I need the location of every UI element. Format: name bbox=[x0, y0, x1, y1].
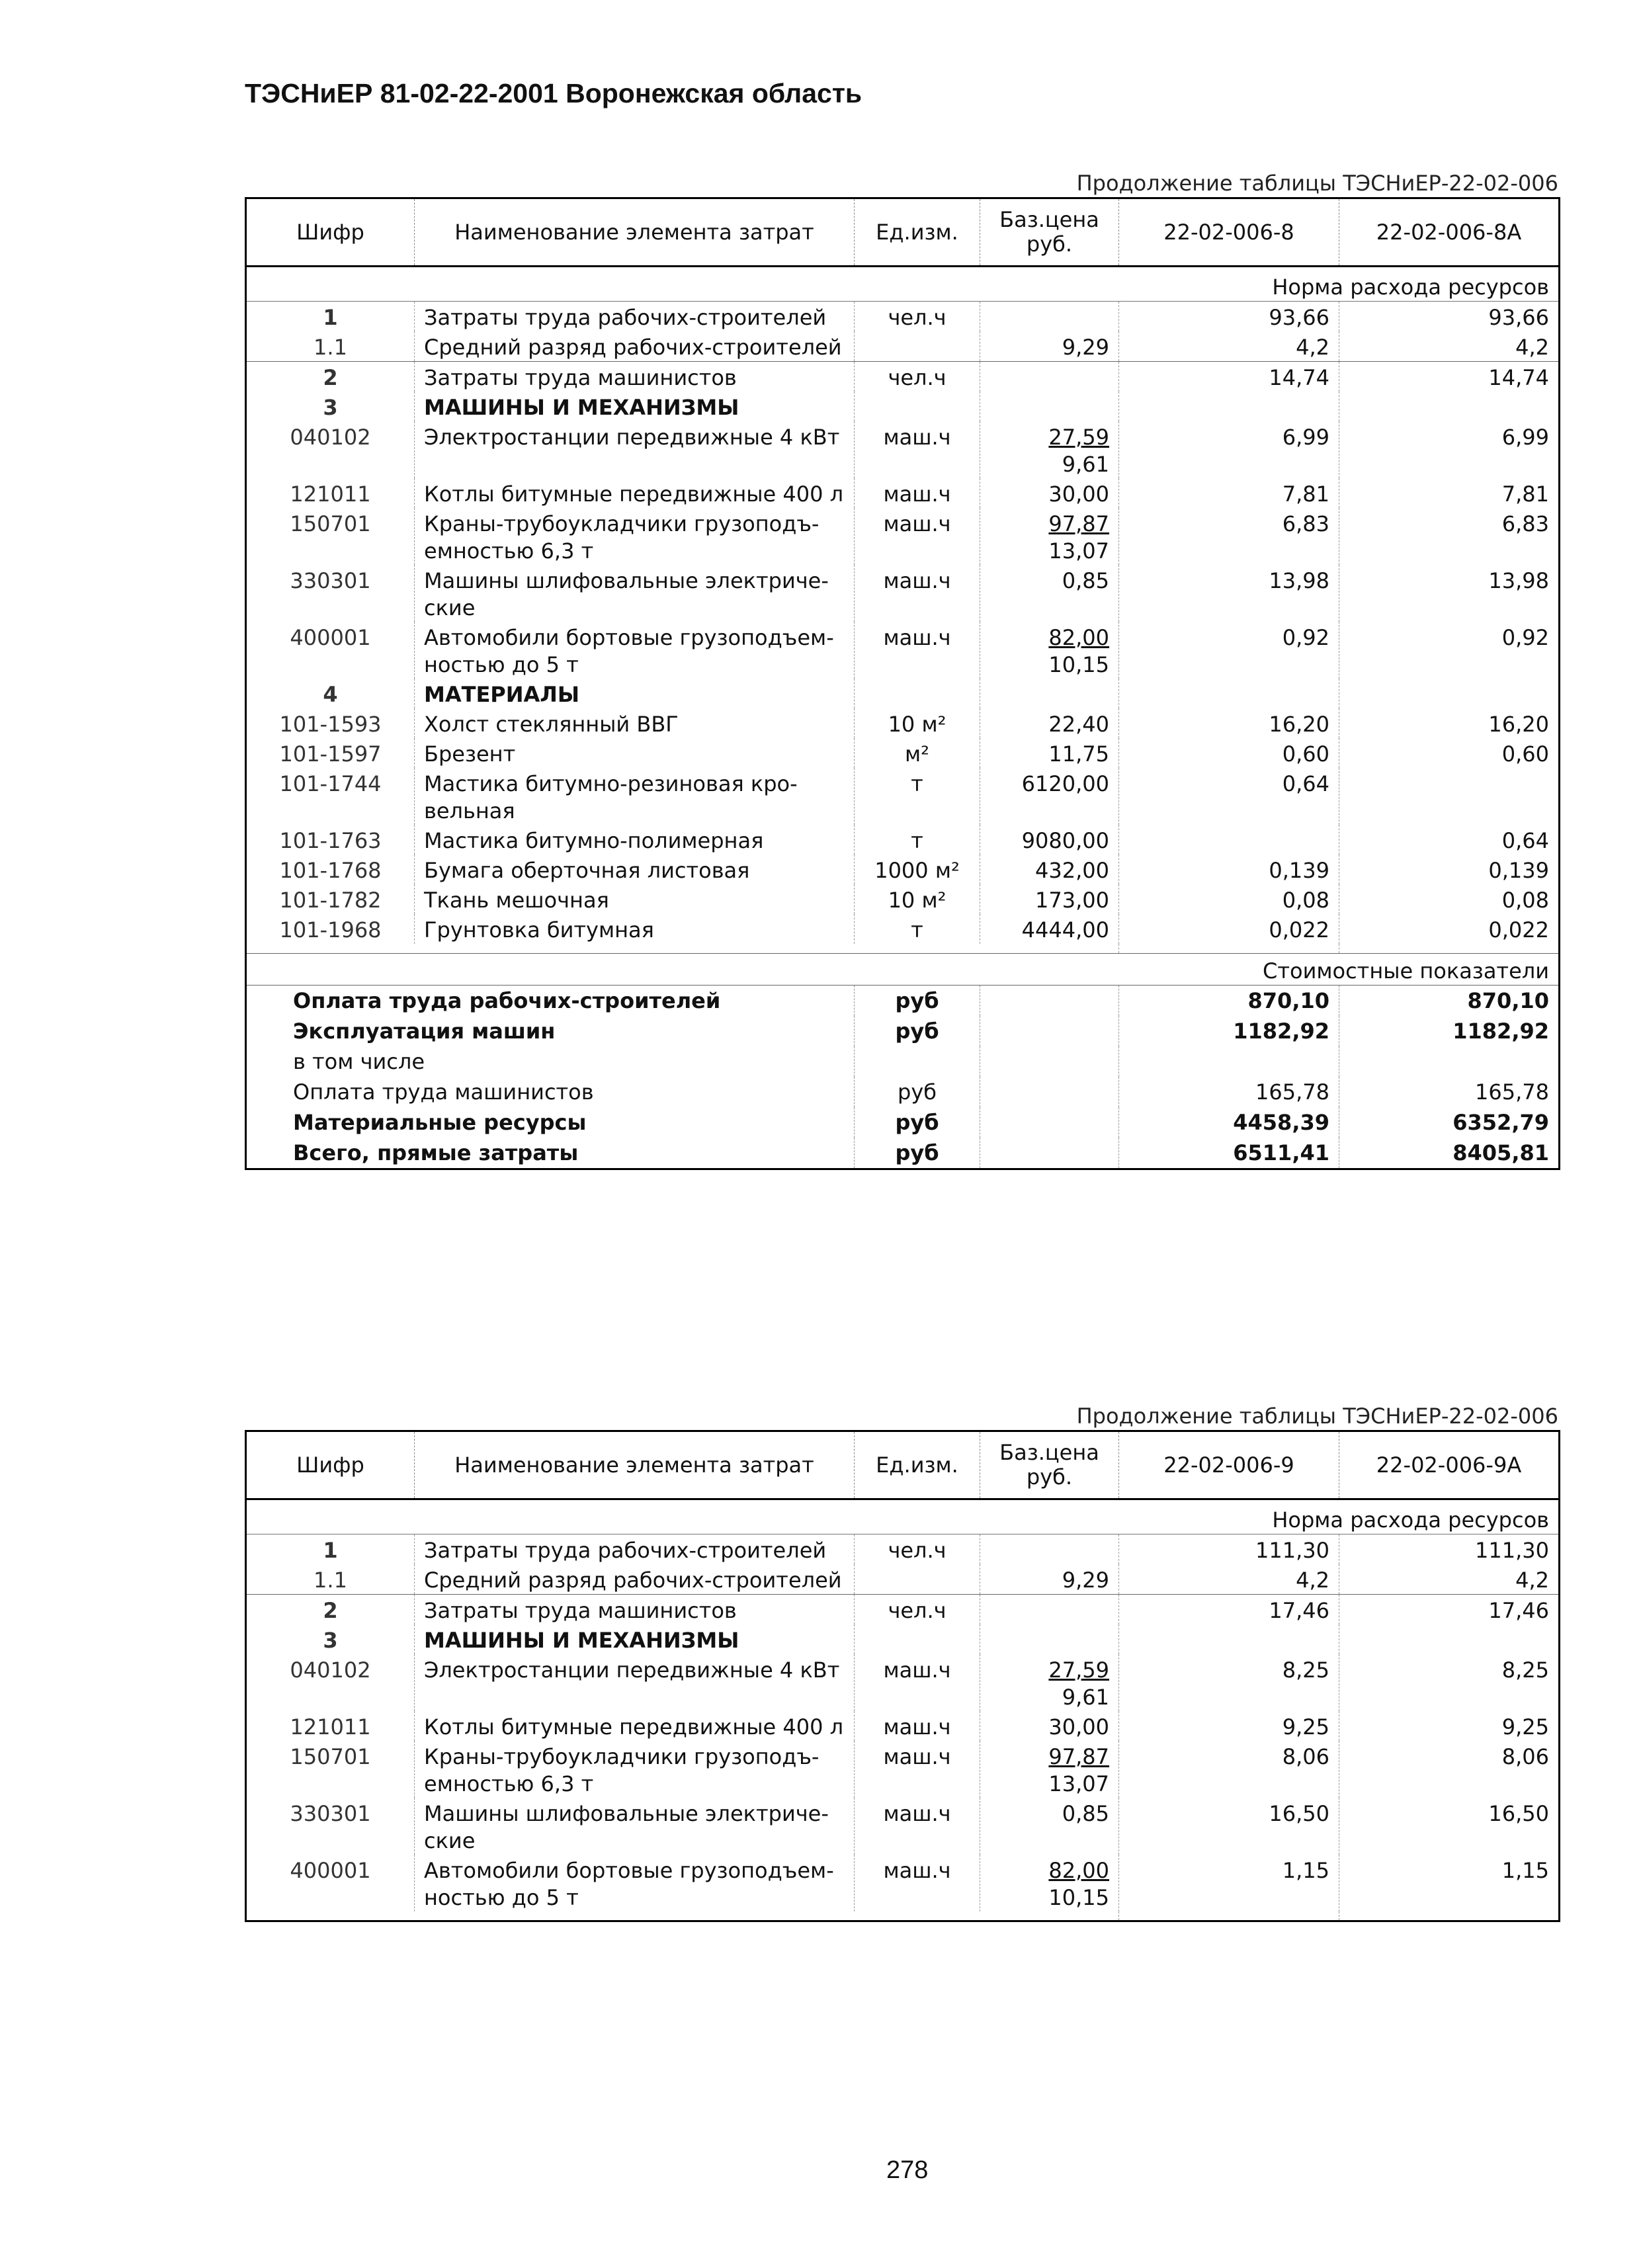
cell-name: Машины шлифовальные электриче-ские bbox=[415, 1798, 855, 1855]
cost-value-2: 870,10 bbox=[1467, 987, 1549, 1013]
cell-norm-1: 9,25 bbox=[1119, 1711, 1339, 1741]
table-row bbox=[246, 738, 1560, 768]
base-price-value: 11,75 bbox=[1048, 741, 1109, 767]
cell-code: 101-1768 bbox=[246, 855, 415, 884]
table-row bbox=[246, 478, 1560, 508]
cell-unit: чел.ч bbox=[855, 1595, 980, 1625]
col-header-name: Наименование элемента затрат bbox=[415, 1431, 855, 1499]
table-row bbox=[246, 679, 1560, 708]
base-price-value: 9,29 bbox=[1062, 335, 1109, 360]
cell-base-price bbox=[980, 622, 1119, 679]
cell-norm-2: 4,2 bbox=[1515, 335, 1549, 360]
col-header-base-price: Баз.цена руб. bbox=[980, 198, 1119, 267]
cell-norm-1: 111,30 bbox=[1119, 1534, 1339, 1565]
cost-unit: руб bbox=[855, 1077, 980, 1107]
cell-code: 400001 bbox=[246, 622, 415, 679]
resource-table-2 bbox=[245, 1430, 1560, 1922]
base-price-value: 27,59 bbox=[1048, 1658, 1109, 1683]
table-row bbox=[246, 331, 1560, 362]
cell-norm-1: 13,98 bbox=[1119, 565, 1339, 622]
page-number: 278 bbox=[886, 2156, 929, 2184]
cell-code: 2 bbox=[246, 1595, 415, 1625]
cost-empty bbox=[980, 1077, 1119, 1107]
cost-row bbox=[246, 1046, 1560, 1077]
col-header-name: Наименование элемента затрат bbox=[415, 198, 855, 267]
base-price-value: 30,00 bbox=[1048, 482, 1109, 507]
cell-code: 1 bbox=[246, 302, 415, 332]
cost-value-1: 165,78 bbox=[1119, 1077, 1339, 1107]
base-price-value: 30,00 bbox=[1048, 1714, 1109, 1740]
cell-unit: т bbox=[855, 825, 980, 855]
cost-value-1: 1182,92 bbox=[1119, 1016, 1339, 1046]
table-row bbox=[246, 1654, 1560, 1711]
cell-norm-2: 0,022 bbox=[1488, 917, 1549, 943]
cell-norm-1: 0,08 bbox=[1119, 884, 1339, 914]
cell-norm-2: 17,46 bbox=[1339, 1595, 1560, 1625]
cell-base-price bbox=[980, 508, 1119, 565]
cell-name: Котлы битумные передвижные 400 л bbox=[415, 478, 855, 508]
cell-name: Электростанции передвижные 4 кВт bbox=[415, 1654, 855, 1711]
cell-norm-1: 93,66 bbox=[1119, 302, 1339, 332]
base-price-value: 0,85 bbox=[1062, 1801, 1109, 1826]
cell-unit: маш.ч bbox=[855, 1855, 980, 1911]
cell-name: Затраты труда машинистов bbox=[415, 1595, 855, 1625]
table-row bbox=[246, 1711, 1560, 1741]
cell-name: Средний разряд рабочих-строителей bbox=[415, 331, 855, 362]
cell-code: 330301 bbox=[246, 565, 415, 622]
cell-norm-2 bbox=[1339, 392, 1560, 421]
cell-norm-2: 93,66 bbox=[1488, 305, 1549, 330]
cell-name: Средний разряд рабочих-строителей bbox=[415, 1564, 855, 1595]
table-row bbox=[246, 392, 1560, 421]
cell-unit bbox=[855, 1564, 980, 1595]
cell-code: 121011 bbox=[246, 478, 415, 508]
spacer-cell bbox=[1339, 944, 1560, 953]
cell-norm-2: 8,06 bbox=[1501, 1744, 1549, 1769]
cell-norm-1: 17,46 bbox=[1119, 1595, 1339, 1625]
table-row bbox=[246, 708, 1560, 738]
cell-norm-2: 111,30 bbox=[1475, 1538, 1549, 1563]
cell-name: Затраты труда машинистов bbox=[415, 362, 855, 392]
cell-unit: маш.ч bbox=[855, 1711, 980, 1741]
cell-norm-2: 0,92 bbox=[1501, 625, 1549, 650]
cell-norm-2: 0,139 bbox=[1488, 858, 1549, 883]
cost-value-1: 870,10 bbox=[1119, 985, 1339, 1016]
cell-name: Мастика битумно-резиновая кро-вельная bbox=[415, 768, 855, 825]
cell-base-price bbox=[980, 1564, 1119, 1595]
cell-base-price bbox=[980, 738, 1119, 768]
cost-name: Оплата труда рабочих-строителей bbox=[246, 985, 855, 1016]
cost-name: Оплата труда машинистов bbox=[246, 1077, 855, 1107]
cell-base-price bbox=[980, 1624, 1119, 1654]
cell-unit: т bbox=[855, 768, 980, 825]
cost-empty bbox=[980, 985, 1119, 1016]
cell-norm-1 bbox=[1119, 679, 1339, 708]
cost-value-2: 6352,79 bbox=[1452, 1109, 1549, 1135]
cell-norm-1: 6,83 bbox=[1119, 508, 1339, 565]
cell-norm-2 bbox=[1339, 768, 1560, 825]
cell-unit bbox=[855, 679, 980, 708]
cost-unit: руб bbox=[855, 1138, 980, 1169]
cell-norm-2: 14,74 bbox=[1339, 362, 1560, 392]
cell-norm-2: 0,60 bbox=[1501, 741, 1549, 767]
spacer-cell bbox=[246, 1911, 1119, 1921]
base-price-secondary: 13,07 bbox=[1048, 538, 1109, 564]
cost-row bbox=[246, 1016, 1560, 1046]
col-header-norm-2: 22-02-006-9А bbox=[1339, 1431, 1560, 1499]
cell-base-price bbox=[980, 1534, 1119, 1565]
cell-code: 400001 bbox=[246, 1855, 415, 1911]
base-price-secondary: 9,61 bbox=[1062, 452, 1109, 477]
cell-code: 150701 bbox=[246, 1741, 415, 1798]
cell-norm-2 bbox=[1339, 1624, 1560, 1654]
cell-norm-2: 1,15 bbox=[1501, 1858, 1549, 1883]
cell-code: 150701 bbox=[246, 508, 415, 565]
cell-norm-1: 8,25 bbox=[1119, 1654, 1339, 1711]
spacer-cell bbox=[1119, 944, 1339, 953]
document-title: ТЭСНиЕР 81-02-22-2001 Воронежская область bbox=[245, 78, 863, 108]
base-price-value: 97,87 bbox=[1048, 1744, 1109, 1769]
cell-name: Затраты труда рабочих-строителей bbox=[415, 1534, 855, 1565]
cell-base-price bbox=[980, 565, 1119, 622]
cell-norm-1: 14,74 bbox=[1119, 362, 1339, 392]
cell-unit: маш.ч bbox=[855, 565, 980, 622]
cell-base-price bbox=[980, 914, 1119, 944]
cell-unit: маш.ч bbox=[855, 508, 980, 565]
cell-name: Мастика битумно-полимерная bbox=[415, 825, 855, 855]
cell-unit: 10 м² bbox=[855, 884, 980, 914]
cell-unit: маш.ч bbox=[855, 1798, 980, 1855]
table-row bbox=[246, 884, 1560, 914]
cell-name: Холст стеклянный ВВГ bbox=[415, 708, 855, 738]
cell-unit: 1000 м² bbox=[855, 855, 980, 884]
cost-value-1 bbox=[1119, 1046, 1339, 1077]
cell-unit bbox=[855, 331, 980, 362]
table1-caption: Продолжение таблицы ТЭСНиЕР-22-02-006 bbox=[1076, 171, 1558, 196]
cell-norm-2: 6,99 bbox=[1501, 425, 1549, 450]
cost-label: Стоимостные показатели bbox=[1119, 953, 1560, 985]
cell-code: 3 bbox=[246, 1624, 415, 1654]
cell-name: Краны-трубоукладчики грузоподъ-емностью 6,3 т bbox=[415, 1741, 855, 1798]
cell-name: Электростанции передвижные 4 кВт bbox=[415, 421, 855, 478]
table-row bbox=[246, 1624, 1560, 1654]
cost-value-2 bbox=[1339, 1046, 1560, 1077]
cell-norm-1 bbox=[1119, 1624, 1339, 1654]
cell-base-price bbox=[980, 392, 1119, 421]
col-header-code: Шифр bbox=[246, 198, 415, 267]
cost-value-2: 8405,81 bbox=[1452, 1140, 1549, 1165]
base-price-value: 4444,00 bbox=[1021, 917, 1109, 943]
cell-code: 101-1763 bbox=[246, 825, 415, 855]
cell-norm-1: 16,20 bbox=[1119, 708, 1339, 738]
cell-name: Грунтовка битумная bbox=[415, 914, 855, 944]
cell-norm-2: 0,64 bbox=[1501, 828, 1549, 853]
cost-row bbox=[246, 1107, 1560, 1138]
cell-name: Машины шлифовальные электриче-ские bbox=[415, 565, 855, 622]
cell-norm-2 bbox=[1339, 679, 1560, 708]
cost-empty bbox=[980, 1138, 1119, 1169]
cell-code: 1.1 bbox=[246, 1564, 415, 1595]
cell-code: 101-1968 bbox=[246, 914, 415, 944]
cell-norm-2: 16,50 bbox=[1488, 1801, 1549, 1826]
table-row bbox=[246, 825, 1560, 855]
cell-base-price bbox=[980, 855, 1119, 884]
cell-unit: чел.ч bbox=[855, 1534, 980, 1565]
table-row bbox=[246, 1595, 1560, 1625]
cell-code: 4 bbox=[246, 679, 415, 708]
cell-unit: маш.ч bbox=[855, 421, 980, 478]
cell-norm-1: 16,50 bbox=[1119, 1798, 1339, 1855]
base-price-secondary: 10,15 bbox=[1048, 652, 1109, 677]
cell-base-price bbox=[980, 1798, 1119, 1855]
row-spacer bbox=[246, 944, 1560, 953]
cost-value-2: 1182,92 bbox=[1452, 1018, 1549, 1044]
cell-name: Затраты труда рабочих-строителей bbox=[415, 302, 855, 332]
cost-empty bbox=[980, 1107, 1119, 1138]
cell-name: Котлы битумные передвижные 400 л bbox=[415, 1711, 855, 1741]
base-price-value: 22,40 bbox=[1048, 712, 1109, 737]
cell-unit: т bbox=[855, 914, 980, 944]
cell-name: Брезент bbox=[415, 738, 855, 768]
table-row bbox=[246, 565, 1560, 622]
cell-base-price bbox=[980, 1741, 1119, 1798]
cell-code: 101-1782 bbox=[246, 884, 415, 914]
cell-base-price bbox=[980, 1595, 1119, 1625]
cell-norm-1 bbox=[1119, 392, 1339, 421]
cost-unit bbox=[855, 1046, 980, 1077]
cost-unit: руб bbox=[855, 985, 980, 1016]
col-header-norm-2: 22-02-006-8А bbox=[1339, 198, 1560, 267]
cost-empty bbox=[980, 1046, 1119, 1077]
cell-norm-2: 9,25 bbox=[1501, 1714, 1549, 1740]
cell-base-price bbox=[980, 331, 1119, 362]
cell-base-price bbox=[980, 421, 1119, 478]
cell-norm-1 bbox=[1119, 825, 1339, 855]
col-header-unit: Ед.изм. bbox=[855, 1431, 980, 1499]
cell-unit: маш.ч bbox=[855, 1741, 980, 1798]
cost-unit: руб bbox=[855, 1107, 980, 1138]
col-header-norm-1: 22-02-006-8 bbox=[1119, 198, 1339, 267]
cell-base-price bbox=[980, 708, 1119, 738]
cell-code: 1.1 bbox=[246, 331, 415, 362]
col-header-base-price: Баз.цена руб. bbox=[980, 1431, 1119, 1499]
table-row bbox=[246, 622, 1560, 679]
cell-unit bbox=[855, 1624, 980, 1654]
cell-unit: маш.ч bbox=[855, 478, 980, 508]
cell-norm-1: 4,2 bbox=[1119, 331, 1339, 362]
cell-name: Автомобили бортовые грузоподъем-ностью до 5 т bbox=[415, 622, 855, 679]
table2-caption: Продолжение таблицы ТЭСНиЕР-22-02-006 bbox=[1076, 1404, 1558, 1429]
cell-base-price bbox=[980, 1654, 1119, 1711]
cell-name: Автомобили бортовые грузоподъем-ностью до 5 т bbox=[415, 1855, 855, 1911]
cost-unit: руб bbox=[855, 1016, 980, 1046]
cell-name: МАТЕРИАЛЫ bbox=[415, 679, 855, 708]
base-price-value: 82,00 bbox=[1048, 625, 1109, 650]
base-price-value: 82,00 bbox=[1048, 1858, 1109, 1883]
base-price-secondary: 9,61 bbox=[1062, 1685, 1109, 1710]
cell-base-price bbox=[980, 884, 1119, 914]
cell-base-price bbox=[980, 302, 1119, 332]
cell-norm-1: 0,022 bbox=[1119, 914, 1339, 944]
table-row bbox=[246, 1534, 1560, 1565]
cost-name: Эксплуатация машин bbox=[246, 1016, 855, 1046]
cell-norm-2: 8,25 bbox=[1501, 1658, 1549, 1683]
table-row bbox=[246, 855, 1560, 884]
base-price-value: 27,59 bbox=[1048, 425, 1109, 450]
cell-norm-1: 0,139 bbox=[1119, 855, 1339, 884]
cell-base-price bbox=[980, 825, 1119, 855]
table-row bbox=[246, 302, 1560, 332]
cost-row bbox=[246, 1138, 1560, 1169]
resource-table-1 bbox=[245, 197, 1560, 1170]
base-price-value: 97,87 bbox=[1048, 511, 1109, 536]
cell-name: Краны-трубоукладчики грузоподъ-емностью 6,3 т bbox=[415, 508, 855, 565]
col-header-unit: Ед.изм. bbox=[855, 198, 980, 267]
cell-norm-1: 8,06 bbox=[1119, 1741, 1339, 1798]
cell-name: МАШИНЫ И МЕХАНИЗМЫ bbox=[415, 1624, 855, 1654]
cell-base-price bbox=[980, 679, 1119, 708]
cell-base-price bbox=[980, 768, 1119, 825]
cell-norm-2: 16,20 bbox=[1488, 712, 1549, 737]
cell-name: МАШИНЫ И МЕХАНИЗМЫ bbox=[415, 392, 855, 421]
cell-unit: чел.ч bbox=[855, 302, 980, 332]
cell-norm-2: 13,98 bbox=[1488, 568, 1549, 593]
cell-norm-1: 6,99 bbox=[1119, 421, 1339, 478]
cell-base-price bbox=[980, 478, 1119, 508]
spacer-cell bbox=[1119, 1911, 1339, 1921]
cell-code: 121011 bbox=[246, 1711, 415, 1741]
base-price-value: 9,29 bbox=[1062, 1568, 1109, 1593]
cell-unit: 10 м² bbox=[855, 708, 980, 738]
table-row bbox=[246, 508, 1560, 565]
cell-norm-2: 6,83 bbox=[1501, 511, 1549, 536]
cell-unit bbox=[855, 392, 980, 421]
cell-norm-1: 0,60 bbox=[1119, 738, 1339, 768]
cell-unit: маш.ч bbox=[855, 1654, 980, 1711]
cost-row bbox=[246, 985, 1560, 1016]
cell-norm-2: 7,81 bbox=[1501, 482, 1549, 507]
cell-code: 101-1593 bbox=[246, 708, 415, 738]
cell-unit: чел.ч bbox=[855, 362, 980, 392]
cell-base-price bbox=[980, 1711, 1119, 1741]
cell-norm-1: 7,81 bbox=[1119, 478, 1339, 508]
table-row bbox=[246, 1741, 1560, 1798]
spacer-cell bbox=[246, 944, 1119, 953]
cell-base-price bbox=[980, 362, 1119, 392]
table-row bbox=[246, 362, 1560, 392]
spacer-cell bbox=[1339, 1911, 1560, 1921]
base-price-value: 9080,00 bbox=[1021, 828, 1109, 853]
cost-name: Материальные ресурсы bbox=[246, 1107, 855, 1138]
cost-empty bbox=[980, 1016, 1119, 1046]
table-row bbox=[246, 768, 1560, 825]
cell-unit: маш.ч bbox=[855, 622, 980, 679]
norm-label: Норма расхода ресурсов bbox=[1119, 1499, 1560, 1534]
cell-norm-1: 0,92 bbox=[1119, 622, 1339, 679]
cost-value-1: 6511,41 bbox=[1119, 1138, 1339, 1169]
table-row bbox=[246, 421, 1560, 478]
cost-value-1: 4458,39 bbox=[1119, 1107, 1339, 1138]
base-price-value: 432,00 bbox=[1035, 858, 1109, 883]
cell-code: 101-1744 bbox=[246, 768, 415, 825]
base-price-value: 173,00 bbox=[1035, 888, 1109, 913]
cost-name: Всего, прямые затраты bbox=[246, 1138, 855, 1169]
cell-unit: м² bbox=[855, 738, 980, 768]
col-header-norm-1: 22-02-006-9 bbox=[1119, 1431, 1339, 1499]
cost-value-2: 165,78 bbox=[1475, 1079, 1549, 1105]
cell-code: 3 bbox=[246, 392, 415, 421]
cost-row bbox=[246, 1077, 1560, 1107]
col-header-code: Шифр bbox=[246, 1431, 415, 1499]
cell-code: 040102 bbox=[246, 421, 415, 478]
cost-name: в том числе bbox=[246, 1046, 855, 1077]
cell-name: Бумага оберточная листовая bbox=[415, 855, 855, 884]
cell-code: 2 bbox=[246, 362, 415, 392]
cell-norm-1: 0,64 bbox=[1119, 768, 1339, 825]
table-row bbox=[246, 1564, 1560, 1595]
cell-norm-2: 0,08 bbox=[1501, 888, 1549, 913]
cell-name: Ткань мешочная bbox=[415, 884, 855, 914]
base-price-value: 6120,00 bbox=[1021, 771, 1109, 796]
base-price-value: 0,85 bbox=[1062, 568, 1109, 593]
base-price-secondary: 13,07 bbox=[1048, 1771, 1109, 1796]
cell-base-price bbox=[980, 1855, 1119, 1911]
base-price-secondary: 10,15 bbox=[1048, 1885, 1109, 1910]
row-spacer bbox=[246, 1911, 1560, 1921]
cell-code: 040102 bbox=[246, 1654, 415, 1711]
cell-norm-1: 1,15 bbox=[1119, 1855, 1339, 1911]
table-row bbox=[246, 914, 1560, 944]
cell-code: 330301 bbox=[246, 1798, 415, 1855]
cell-norm-1: 4,2 bbox=[1119, 1564, 1339, 1595]
cell-norm-2: 4,2 bbox=[1515, 1568, 1549, 1593]
table-row bbox=[246, 1798, 1560, 1855]
cell-code: 1 bbox=[246, 1534, 415, 1565]
table-row bbox=[246, 1855, 1560, 1911]
norm-label: Норма расхода ресурсов bbox=[1119, 267, 1560, 302]
cell-code: 101-1597 bbox=[246, 738, 415, 768]
